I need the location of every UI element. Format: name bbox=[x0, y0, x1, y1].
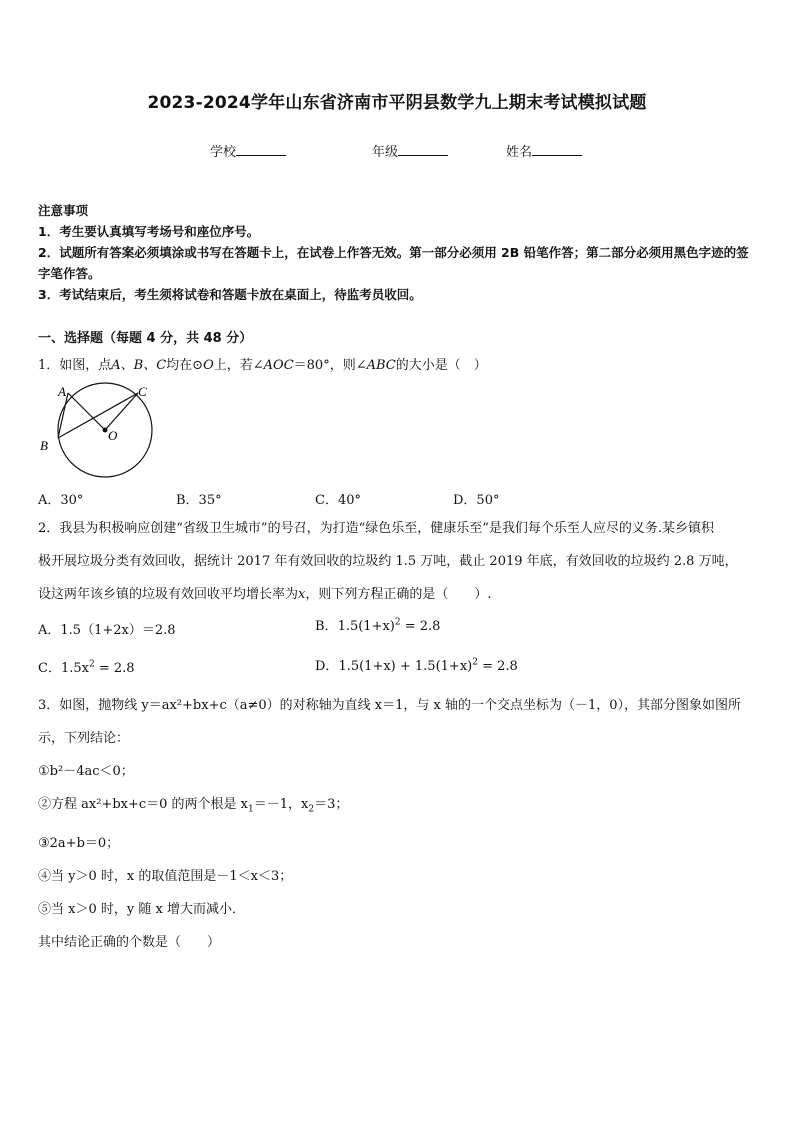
q3-conclusion-4: ④当 y＞0 时，x 的取值范围是－1＜x＜3； bbox=[38, 868, 293, 884]
school-blank bbox=[236, 143, 286, 156]
choice-rhs: = 2.8 bbox=[400, 619, 441, 634]
q3-text: ＝－1，x bbox=[253, 797, 309, 812]
q2-line: 2．我县为积极响应创建“省级卫生城市”的号召，为打造“绿色乐至，健康乐至”是我们每个乐至人应尽的义务.某乡镇积 bbox=[38, 521, 714, 536]
q3-line: 示，下列结论： bbox=[38, 731, 130, 746]
q3-subscript: 1 bbox=[248, 804, 254, 815]
q1-text: 的大小是（ ） bbox=[395, 358, 487, 373]
label-b: B bbox=[40, 438, 48, 453]
q2-choice-c bbox=[38, 657, 135, 676]
q3-conclusion-5: ⑤当 x＞0 时，y 随 x 增大而减小． bbox=[38, 901, 245, 917]
q3-conclusion-1: ①b²－4ac＜0； bbox=[38, 764, 134, 779]
choice-exponent: 2 bbox=[472, 657, 478, 668]
q2-text: 设这两年该乡镇的垃圾有效回收平均增长率为 bbox=[38, 587, 299, 602]
q2-variable: x bbox=[298, 587, 306, 602]
q3-text: ②方程 ax²+bx+c＝0 的两个根是 x bbox=[38, 797, 249, 812]
q3-question: 其中结论正确的个数是（ ） bbox=[38, 934, 221, 950]
q3-subscript: 2 bbox=[308, 804, 315, 815]
choice-expr: 1.5(1+x) + 1.5(1+x) bbox=[338, 659, 473, 674]
notes-item: 2．试题所有答案必须填涂或书写在答题卡上，在试卷上作答无效。第一部分必须用 2B 铅笔作答；第二部分必须用黑色字迹的签字笔作答。 bbox=[38, 245, 749, 281]
section-heading: 一、选择题（每题 4 分，共 48 分） bbox=[38, 331, 253, 346]
q1-choice-b: B．35° bbox=[176, 493, 222, 508]
grade-blank bbox=[398, 143, 448, 156]
segment-co bbox=[105, 393, 138, 430]
q1-text: 1．如图，点 bbox=[38, 358, 112, 373]
circle-figure bbox=[38, 380, 168, 480]
q1-angle-aoc: AOC bbox=[263, 358, 294, 373]
question-2-stem bbox=[38, 512, 758, 611]
q1-text: 均在⊙ bbox=[166, 358, 204, 373]
q1-choice-d: D．50° bbox=[453, 493, 500, 508]
q2-line: 极开展垃圾分类有效回收，据统计 2017 年有效回收的垃圾约 1.5 万吨，截止 2019 年底，有效回收的垃圾约 2.8 万吨， bbox=[38, 554, 738, 569]
label-a: A bbox=[58, 384, 66, 399]
q1-text: 上，若∠ bbox=[213, 358, 264, 373]
segment-ab bbox=[58, 393, 68, 438]
notes-item: 1．考生要认真填写考场号和座位序号。 bbox=[38, 224, 260, 239]
choice-exponent: 2 bbox=[88, 659, 95, 670]
notes-heading: 注意事项 bbox=[38, 203, 89, 218]
choice-expr: 1.5(1+x) bbox=[337, 619, 395, 634]
q3-conclusion-3: ③2a+b＝0； bbox=[38, 835, 120, 851]
q1-choice-a: A．30° bbox=[38, 493, 84, 508]
choice-rhs: = 2.8 bbox=[94, 661, 135, 676]
q3-text: ＝3； bbox=[314, 797, 349, 812]
notes-section bbox=[38, 200, 758, 305]
school-label: 学校 bbox=[210, 145, 237, 160]
segment-bc bbox=[58, 393, 138, 438]
q1-choice-c: C．40° bbox=[315, 493, 361, 508]
q1-angle-abc: ABC bbox=[366, 358, 396, 373]
choice-label: C． bbox=[38, 661, 61, 676]
segment-ao bbox=[68, 393, 105, 430]
q2-choice-a: A．1.5（1+2x）＝2.8 bbox=[38, 623, 176, 638]
q2-choice-b bbox=[315, 615, 440, 634]
name-blank bbox=[532, 143, 582, 156]
q1-center: O bbox=[203, 358, 214, 373]
q2-line bbox=[38, 578, 758, 611]
choice-label: D． bbox=[315, 659, 339, 674]
choice-exponent: 2 bbox=[394, 617, 401, 628]
label-o: O bbox=[108, 428, 118, 443]
q1-points: A、B、C bbox=[111, 358, 167, 373]
q2-text: ，则下列方程正确的是（ ）. bbox=[305, 587, 492, 602]
label-c: C bbox=[138, 384, 147, 399]
choice-expr: 1.5x bbox=[60, 661, 89, 676]
question-1-stem bbox=[38, 354, 487, 373]
q2-choice-d bbox=[315, 655, 518, 674]
q3-line: 3．如图，抛物线 y＝ax²+bx+c（a≠0）的对称轴为直线 x＝1，与 x 轴的一个交点坐标为（－1，0），其部分图象如图所 bbox=[38, 698, 742, 713]
name-label: 姓名 bbox=[506, 145, 533, 160]
choice-label: B． bbox=[315, 619, 338, 634]
center-point bbox=[103, 428, 108, 433]
grade-field bbox=[372, 141, 448, 160]
notes-item: 3．考试结束后，考生须将试卷和答题卡放在桌面上，待监考员收回。 bbox=[38, 287, 422, 302]
name-field bbox=[506, 141, 582, 160]
q3-conclusion-2 bbox=[38, 788, 758, 827]
choice-rhs: = 2.8 bbox=[477, 659, 518, 674]
q1-text: ＝80°，则∠ bbox=[293, 358, 367, 373]
question-3 bbox=[38, 689, 758, 959]
grade-label: 年级 bbox=[372, 145, 399, 160]
school-field bbox=[210, 141, 286, 160]
page-title: 2023-2024学年山东省济南市平阴县数学九上期末考试模拟试题 bbox=[147, 93, 647, 113]
